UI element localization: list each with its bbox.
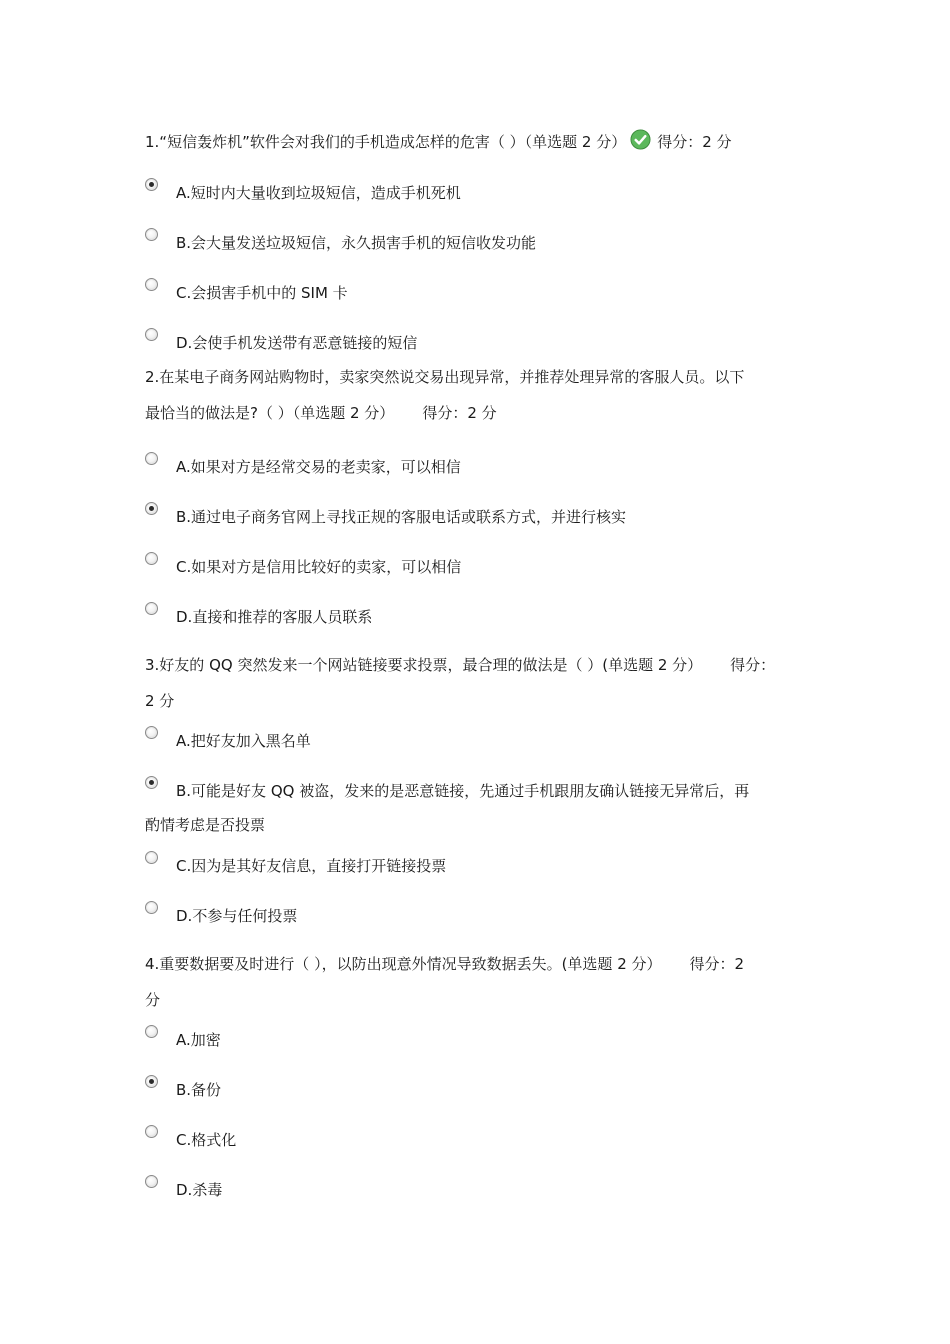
question-3 (145, 647, 809, 719)
question-2-title-line-1: 2.在某电子商务网站购物时，卖家突然说交易出现异常，并推荐处理异常的客服人员。以下 (145, 368, 745, 386)
question-4-score-unit: 分 (145, 991, 161, 1009)
option-label: D.杀毒 (176, 1181, 223, 1199)
option-label: D.不参与任何投票 (176, 907, 298, 925)
question-3-score-label: 得分： (730, 656, 776, 674)
option-label: C.因为是其好友信息，直接打开链接投票 (176, 857, 447, 875)
option-label: B.通过电子商务官网上寻找正规的客服电话或联系方式，并进行核实 (176, 508, 627, 526)
option-label: A.把好友加入黑名单 (176, 732, 311, 750)
option-label: C.会损害手机中的 SIM 卡 (176, 284, 348, 302)
option-label: D.直接和推荐的客服人员联系 (176, 608, 373, 626)
question-2-score: 得分：2 分 (422, 404, 497, 422)
option-label: A.短时内大量收到垃圾短信，造成手机死机 (176, 184, 461, 202)
option-label: A.加密 (176, 1031, 221, 1049)
radio-button[interactable] (145, 552, 158, 565)
option-label: C.如果对方是信用比较好的卖家，可以相信 (176, 558, 462, 576)
option-label-continued: 酌情考虑是否投票 (145, 816, 266, 834)
question-1-title: 1.“短信轰炸机”软件会对我们的手机造成怎样的危害（ ）（单选题 2 分） (145, 133, 627, 151)
question-4-line-1 (145, 946, 809, 982)
option-label: A.如果对方是经常交易的老卖家，可以相信 (176, 458, 461, 476)
radio-button[interactable] (145, 1125, 158, 1138)
question-2 (145, 359, 809, 431)
radio-button[interactable] (145, 502, 158, 515)
question-3-title: 3.好友的 QQ 突然发来一个网站链接要求投票，最合理的做法是（ ）(单选题 2 分） (145, 656, 703, 674)
radio-button[interactable] (145, 1175, 158, 1188)
question-3-score-value: 2 分 (145, 692, 175, 710)
radio-button[interactable] (145, 278, 158, 291)
radio-button[interactable] (145, 178, 158, 191)
radio-button[interactable] (145, 228, 158, 241)
question-4 (145, 946, 809, 1018)
option-label: B.备份 (176, 1081, 222, 1099)
question-1-line (145, 124, 809, 160)
option-label: D.会使手机发送带有恶意链接的短信 (176, 334, 418, 352)
radio-button[interactable] (145, 328, 158, 341)
question-4-title: 4.重要数据要及时进行（ ），以防出现意外情况导致数据丢失。(单选题 2 分） (145, 955, 662, 973)
radio-button[interactable] (145, 602, 158, 615)
radio-button[interactable] (145, 901, 158, 914)
radio-button[interactable] (145, 1075, 158, 1088)
radio-button[interactable] (145, 452, 158, 465)
check-circle-icon (630, 129, 651, 150)
radio-button[interactable] (145, 776, 158, 789)
radio-button[interactable] (145, 1025, 158, 1038)
question-2-title-line-2 (145, 395, 809, 431)
question-1-score: 得分：2 分 (657, 133, 732, 151)
option-label: C.格式化 (176, 1131, 237, 1149)
question-2-title: 最恰当的做法是?（ ）（单选题 2 分） (145, 404, 395, 422)
option-label: B.会大量发送垃圾短信，永久损害手机的短信收发功能 (176, 234, 537, 252)
radio-button[interactable] (145, 726, 158, 739)
option-label: B.可能是好友 QQ 被盗，发来的是恶意链接，先通过手机跟朋友确认链接无异常后，再 (176, 782, 750, 800)
question-4-score-label: 得分：2 (689, 955, 745, 973)
question-1 (145, 124, 809, 160)
question-3-line-1 (145, 647, 809, 683)
radio-button[interactable] (145, 851, 158, 864)
